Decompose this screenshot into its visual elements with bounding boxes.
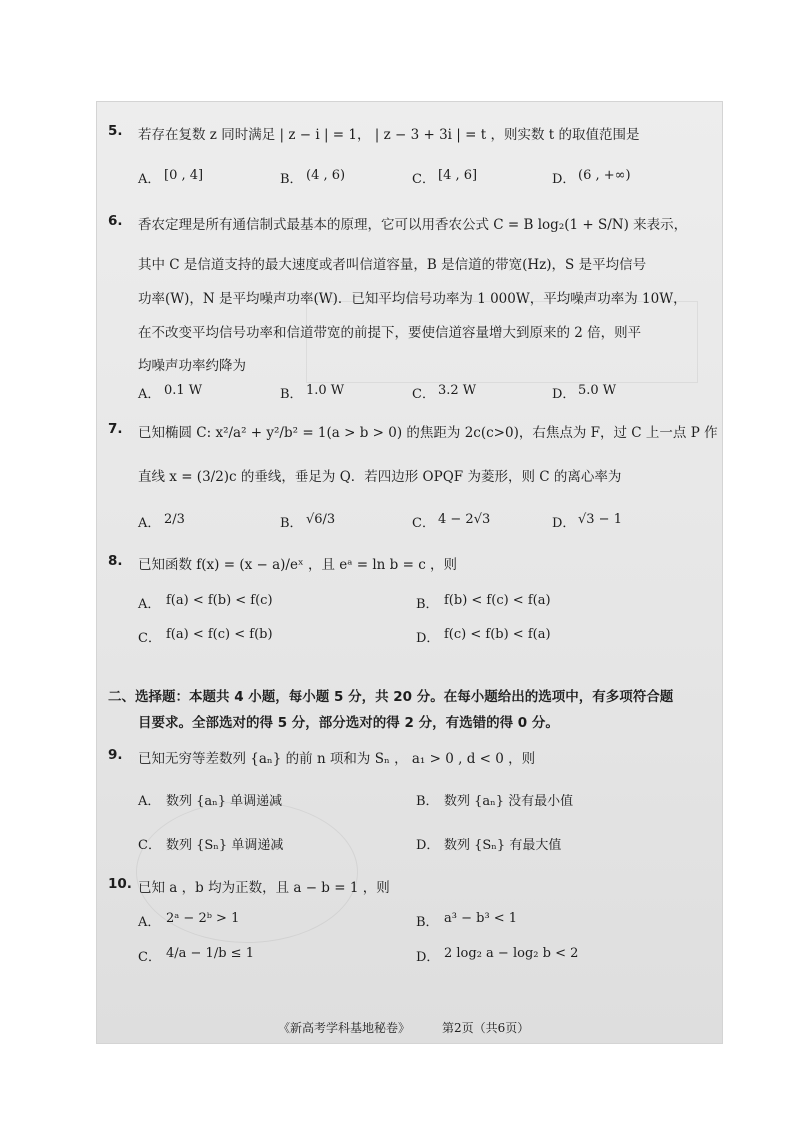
q9-option-b-label: B． [416, 794, 439, 809]
q9-option-a: 数列 {aₙ} 单调递减 [166, 794, 283, 809]
q5-option-b-label: B． [280, 172, 303, 187]
question-6-line-4: 在不改变平均信号功率和信道带宽的前提下，要使信道容量增大到原来的 2 倍，则平 [138, 325, 642, 341]
q8-option-d: f(c) < f(b) < f(a) [444, 627, 551, 642]
q5-option-a-label: A． [138, 172, 161, 187]
q6-option-c-label: C． [412, 387, 435, 402]
question-6-number: 6. [108, 213, 123, 229]
q7-option-a-label: A． [138, 516, 161, 531]
q7-option-a: 2/3 [164, 512, 185, 527]
question-7-number: 7. [108, 421, 123, 437]
q8-option-d-label: D． [416, 631, 440, 646]
q10-option-b: a³ − b³ < 1 [444, 911, 518, 926]
q5-option-c: [4 , 6] [438, 168, 478, 183]
footer-book-title: 《新高考学科基地秘卷》 [278, 1021, 411, 1035]
q6-option-b-label: B． [280, 387, 303, 402]
q7-option-b-label: B． [280, 516, 303, 531]
q7-option-d-label: D． [552, 516, 576, 531]
question-9-stem: 已知无穷等差数列 {aₙ} 的前 n 项和为 Sₙ ， a₁ > 0 , d < 0 ，则 [138, 751, 536, 767]
q7-option-b: √6/3 [306, 512, 336, 527]
q9-option-b: 数列 {aₙ} 没有最小值 [444, 794, 574, 809]
q9-option-a-label: A． [138, 794, 161, 809]
question-6-line-2: 其中 C 是信道支持的最大速度或者叫信道容量，B 是信道的带宽(Hz)，S 是平均信号 [138, 257, 647, 273]
q7-option-d: √3 − 1 [578, 512, 622, 527]
question-8-stem: 已知函数 f(x) = (x − a)/eˣ ，且 eᵃ = ln b = c ，则 [138, 557, 458, 573]
show-through-table [306, 301, 698, 383]
q9-option-d-label: D． [416, 838, 440, 853]
q5-option-b: (4 , 6) [306, 168, 346, 183]
question-7-line-2: 直线 x = (3/2)c 的垂线，垂足为 Q．若四边形 OPQF 为菱形，则 C 的离心率为 [138, 469, 622, 485]
section-2-heading-line-1: 二、选择题：本题共 4 小题，每小题 5 分，共 20 分。在每小题给出的选项中，有多项符合题 [108, 689, 674, 705]
q10-option-d: 2 log₂ a − log₂ b < 2 [444, 946, 579, 961]
q6-option-a-label: A． [138, 387, 161, 402]
q9-option-c: 数列 {Sₙ} 单调递减 [166, 838, 284, 853]
q5-option-d-label: D． [552, 172, 576, 187]
question-10-number: 10. [108, 876, 132, 892]
question-6-line-1: 香农定理是所有通信制式最基本的原理，它可以用香农公式 C = B log₂(1 + S/N) 来表示， [138, 217, 688, 233]
question-6-line-3: 功率(W)，N 是平均噪声功率(W)．已知平均信号功率为 1 000W，平均噪声功率为 10W， [138, 291, 687, 307]
q6-option-a: 0.1 W [164, 383, 203, 398]
question-5-stem: 若存在复数 z 同时满足 | z − i | = 1， | z − 3 + 3i | = t ，则实数 t 的取值范围是 [138, 127, 640, 143]
q5-option-c-label: C． [412, 172, 435, 187]
question-10-stem: 已知 a ，b 均为正数，且 a − b = 1 ，则 [138, 880, 390, 896]
q8-option-b: f(b) < f(c) < f(a) [444, 593, 551, 608]
q10-option-c-label: C． [138, 950, 161, 965]
question-8-number: 8. [108, 553, 123, 569]
q10-option-b-label: B． [416, 915, 439, 930]
q6-option-d: 5.0 W [578, 383, 617, 398]
q5-option-d: (6 , +∞) [578, 168, 631, 183]
q9-option-c-label: C． [138, 838, 161, 853]
q8-option-c-label: C． [138, 631, 161, 646]
exam-page [96, 101, 723, 1044]
q8-option-a: f(a) < f(b) < f(c) [166, 593, 273, 608]
q7-option-c-label: C． [412, 516, 435, 531]
q10-option-c: 4/a − 1/b ≤ 1 [166, 946, 254, 961]
q10-option-a: 2ᵃ − 2ᵇ > 1 [166, 911, 240, 926]
question-6-line-5: 均噪声功率约降为 [138, 358, 246, 374]
q8-option-a-label: A． [138, 597, 161, 612]
q5-option-a: [0 , 4] [164, 168, 204, 183]
section-2-heading-line-2: 目要求。全部选对的得 5 分，部分选对的得 2 分，有选错的得 0 分。 [138, 715, 559, 731]
q10-option-d-label: D． [416, 950, 440, 965]
q8-option-c: f(a) < f(c) < f(b) [166, 627, 273, 642]
q6-option-d-label: D． [552, 387, 576, 402]
question-7-line-1: 已知椭圆 C: x²/a² + y²/b² = 1(a > b > 0) 的焦距为 2c(c>0)，右焦点为 F，过 C 上一点 P 作 [138, 425, 718, 441]
footer-page-number: 第2页（共6页） [442, 1021, 530, 1035]
q6-option-c: 3.2 W [438, 383, 477, 398]
question-9-number: 9. [108, 747, 123, 763]
q7-option-c: 4 − 2√3 [438, 512, 491, 527]
question-5-number: 5. [108, 123, 123, 139]
q8-option-b-label: B． [416, 597, 439, 612]
q10-option-a-label: A． [138, 915, 161, 930]
q6-option-b: 1.0 W [306, 383, 345, 398]
q9-option-d: 数列 {Sₙ} 有最大值 [444, 838, 562, 853]
